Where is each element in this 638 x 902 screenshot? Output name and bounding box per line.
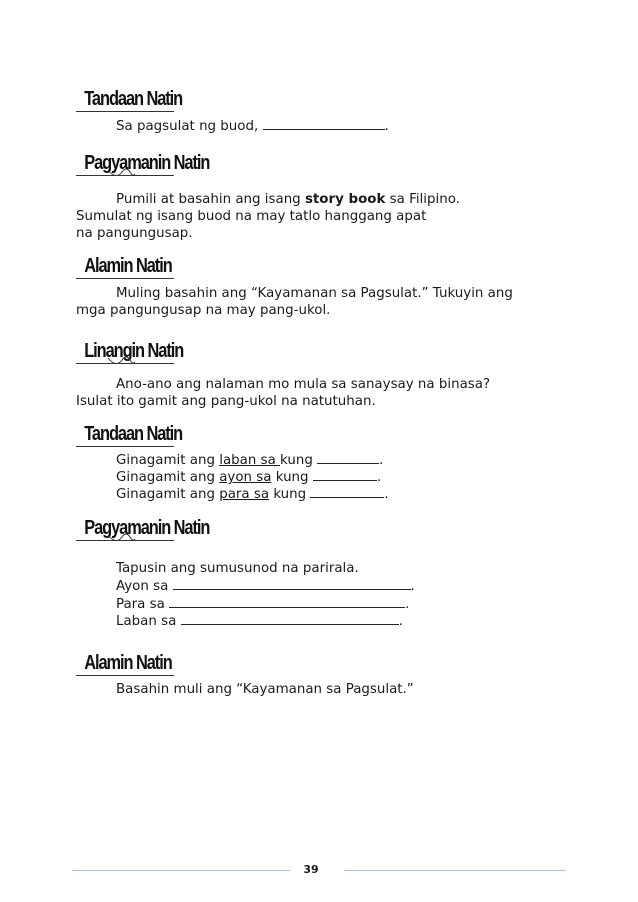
line-end: . [398, 614, 403, 629]
term: para sa [219, 487, 270, 502]
para-text: sa Filipino. [385, 192, 460, 207]
instruction-paragraph [76, 191, 576, 242]
line-end: . [379, 453, 384, 468]
line-text: Para sa [116, 597, 170, 612]
heading-rule [76, 278, 174, 279]
section-heading-pagyamanin [76, 517, 239, 541]
para-text: Sumulat ng isang buod na may tatlo hanggang apat [76, 209, 427, 224]
line-text: Ginagamit ang [116, 453, 220, 468]
heading-rule [76, 111, 174, 112]
line-end: . [384, 487, 389, 502]
instruction-paragraph [76, 376, 576, 410]
line-text: kung [280, 453, 318, 468]
answer-blank[interactable] [317, 451, 379, 464]
answer-blank[interactable] [263, 117, 385, 130]
instruction-paragraph [76, 285, 576, 319]
instruction-line: Tapusin ang sumusunod na parirala. [116, 561, 359, 576]
phrase-line [116, 577, 415, 595]
section-heading-alamin [76, 255, 193, 279]
usage-line [116, 451, 383, 469]
para-bold: story book [304, 192, 386, 207]
para-text: mga pangungusap na may pang-ukol. [76, 303, 331, 318]
answer-blank[interactable] [310, 485, 384, 498]
para-text: Muling basahin ang “Kayamanan sa Pagsulat.” Tukuyin ang [116, 286, 513, 301]
answer-blank[interactable] [181, 612, 399, 625]
phrase-line [116, 612, 403, 630]
phrase-line [116, 595, 409, 613]
answer-blank[interactable] [169, 595, 405, 608]
line-end: . [405, 597, 410, 612]
para-text: Isulat ito gamit ang pang-ukol na natutuhan. [76, 394, 376, 409]
para-text: na pangungusap. [76, 226, 193, 241]
line-end: . [376, 470, 382, 485]
answer-blank[interactable] [313, 468, 377, 481]
page-number: 39 [303, 863, 319, 876]
heading-text: Alamin Natin [84, 652, 172, 674]
swirl-ornament-icon [106, 354, 136, 368]
line-text: kung [269, 487, 311, 502]
para-text: Pumili at basahin ang isang [116, 192, 305, 207]
usage-line [116, 468, 381, 486]
section-heading-tandaan [76, 423, 205, 447]
swirl-ornament-icon [106, 531, 136, 545]
heading-text: Alamin Natin [84, 255, 172, 277]
line-text: Ginagamit ang [116, 470, 220, 485]
heading-rule [76, 446, 174, 447]
line-text: kung [271, 470, 313, 485]
line-end: . [410, 579, 415, 594]
section-heading-alamin [76, 652, 193, 676]
summary-line [116, 117, 389, 135]
footer-rule-right [344, 870, 566, 871]
term: ayon sa [219, 470, 272, 485]
heading-text: Tandaan Natin [84, 88, 183, 110]
term: laban sa [219, 453, 281, 468]
heading-text: Tandaan Natin [84, 423, 183, 445]
swirl-ornament-icon [106, 166, 136, 180]
heading-text: Pagyamanin Natin [84, 517, 210, 539]
section-heading-tandaan [76, 88, 205, 112]
line-text: Sa pagsulat ng buod, [116, 119, 263, 134]
para-text: Basahin muli ang “Kayamanan sa Pagsulat.” [116, 682, 414, 697]
section-heading-linangin [76, 340, 207, 364]
section-heading-pagyamanin [76, 152, 239, 176]
footer-rule-left [72, 870, 290, 871]
line-text: Laban sa [116, 614, 181, 629]
para-text: Ano-ano ang nalaman mo mula sa sanaysay na binasa? [116, 377, 491, 392]
heading-text: Linangin Natin [84, 340, 184, 362]
line-text: Ayon sa [116, 579, 173, 594]
heading-rule [76, 675, 174, 676]
heading-text: Pagyamanin Natin [84, 152, 210, 174]
line-end: . [384, 119, 389, 134]
line-text: Ginagamit ang [116, 487, 220, 502]
answer-blank[interactable] [173, 577, 411, 590]
instruction-paragraph [76, 681, 576, 698]
usage-line [116, 485, 389, 503]
